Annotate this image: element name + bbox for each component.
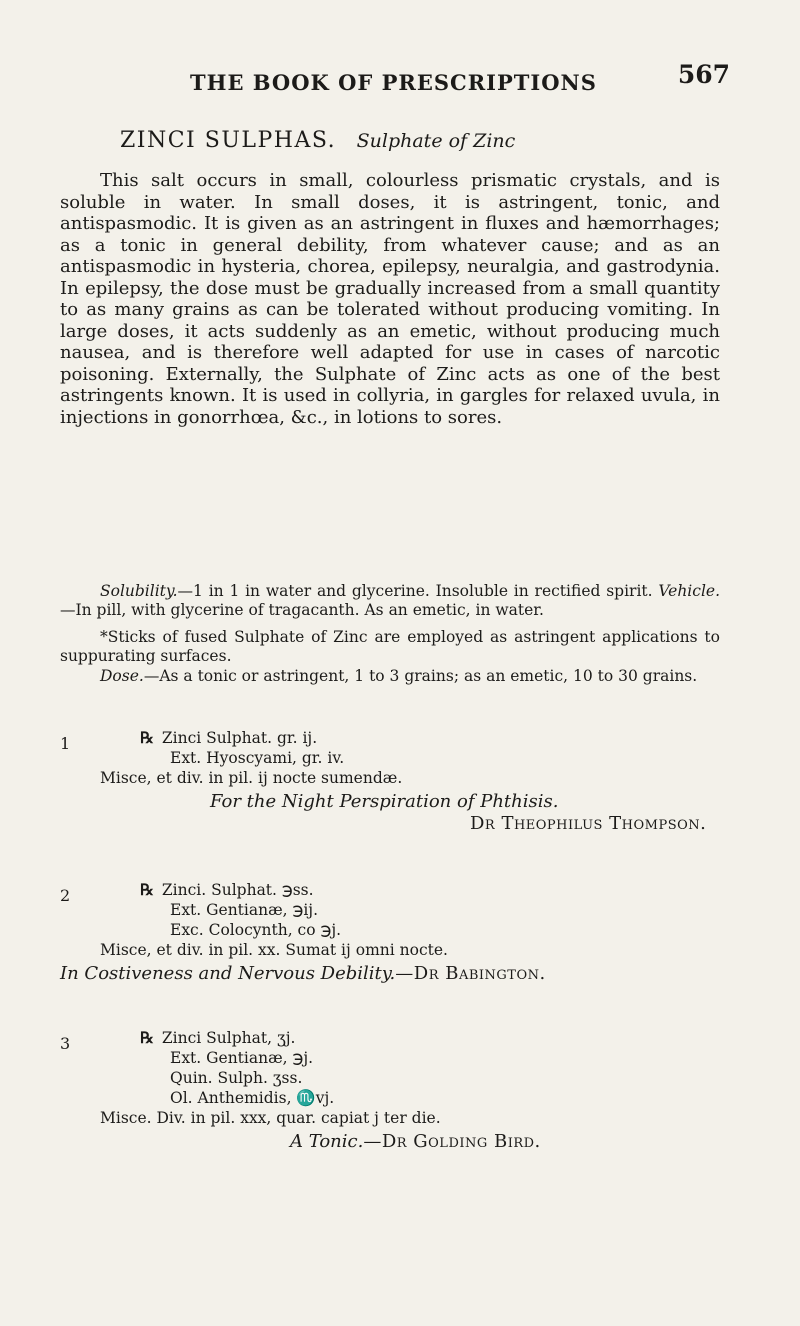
prescription-line: Ol. Anthemidis, ♏vj.: [170, 1089, 335, 1107]
prescription-line: ℞ Zinci Sulphat. gr. ij.: [140, 728, 318, 747]
prescription-line: Quin. Sulph. ʒss.: [170, 1069, 303, 1087]
rx-icon: ℞: [140, 880, 154, 899]
prescription-number: 2: [60, 886, 71, 905]
sticks-note: [60, 628, 720, 666]
prescription-line: ℞ Zinci. Sulphat. ℈ss.: [140, 880, 314, 899]
vehicle-label: Vehicle.: [658, 582, 720, 600]
prescription-line: ℞ Zinci Sulphat, ʒj.: [140, 1028, 296, 1047]
running-head: [60, 60, 730, 100]
rx-icon: ℞: [140, 1028, 154, 1047]
prescription-2: [60, 880, 740, 1020]
dose-text: —As a tonic or astringent, 1 to 3 grains; as an emetic, 10 to 30 grains.: [143, 667, 698, 685]
prescription-line: Misce, et div. in pil. xx. Sumat ij omni nocte.: [100, 941, 448, 959]
body-paragraph: This salt occurs in small, colourless prismatic crystals, and is soluble in water. In small doses, it is astringent, tonic, and antispasmodic. It is given as an astringent in fluxes and hæmorrhages; as a tonic in general debility, from whatever cause; and as an antispasmodic in hysteria, chorea, epilepsy, neuralgia, and gastrodynia. In epilepsy, the dose must be gradually increased from a small quantity to as many grains as can be tolerated without producing vomiting. In large doses, it acts suddenly as an emetic, without producing much nausea, and is therefore well adapted for use in cases of narcotic poisoning. Externally, the Sulphate of Zinc acts as one of the best astringents known. It is used in collyria, in gargles for relaxed uvula, in injections in gonorrhœa, &c., in lotions to sores.: [60, 170, 720, 428]
prescription-1: [60, 728, 740, 868]
prescription-line: Misce, et div. in pil. ij nocte sumendæ.: [100, 769, 403, 787]
prescription-3: [60, 1028, 740, 1198]
prescription-line: Ext. Gentianæ, ℈j.: [170, 1049, 314, 1067]
prescription-purpose: A Tonic.—Dr Golding Bird.: [290, 1131, 541, 1152]
prescription-line: Ext. Gentianæ, ℈ij.: [170, 901, 319, 919]
vehicle-text: —In pill, with glycerine of tragacanth. As an emetic, in water.: [60, 601, 544, 619]
heading-english: Sulphate of Zinc: [356, 130, 516, 152]
prescription-number: 3: [60, 1034, 71, 1053]
prescription-purpose: For the Night Perspiration of Phthisis.: [210, 791, 559, 812]
prescription-purpose: In Costiveness and Nervous Debility.—Dr Babington.: [60, 963, 546, 984]
page-number: 567: [677, 60, 730, 89]
heading-latin: ZINCI SULPHAS.: [120, 128, 337, 153]
solubility-text: —1 in 1 in water and glycerine. Insoluble in rectified spirit.: [177, 582, 653, 600]
section-heading: [120, 128, 720, 153]
prescription-author: Dr Theophilus Thompson.: [470, 813, 707, 834]
rx-icon: ℞: [140, 728, 154, 747]
prescription-number: 1: [60, 734, 71, 753]
dose-label: Dose.: [100, 667, 144, 685]
solubility-vehicle-note: [60, 582, 720, 620]
solubility-label: Solubility.: [100, 582, 178, 600]
prescription-line: Misce. Div. in pil. xxx, quar. capiat j ter die.: [100, 1109, 441, 1127]
dose-note: [60, 667, 720, 686]
prescription-line: Exc. Colocynth, co ℈j.: [170, 921, 342, 939]
prescription-line: Ext. Hyoscyami, gr. iv.: [170, 749, 345, 767]
running-title: THE BOOK OF PRESCRIPTIONS: [190, 70, 597, 95]
sticks-text: *Sticks of fused Sulphate of Zinc are employed as astringent applications to suppurating surfaces.: [60, 628, 720, 665]
